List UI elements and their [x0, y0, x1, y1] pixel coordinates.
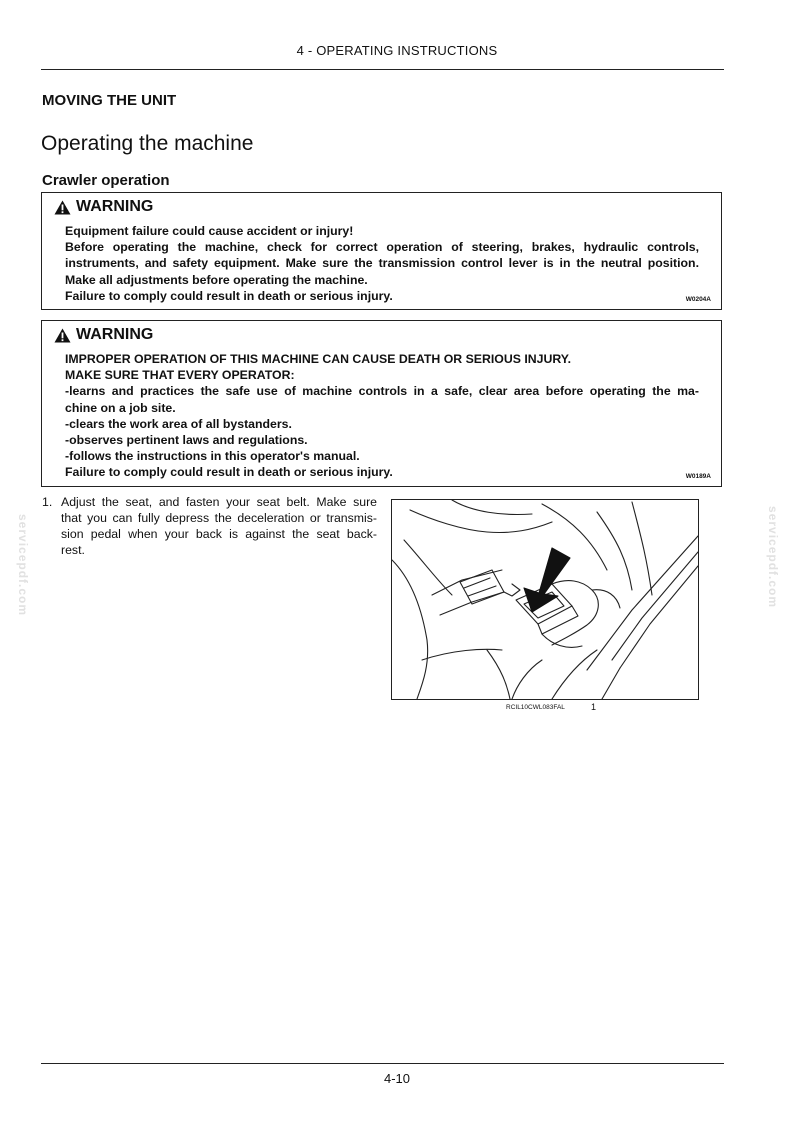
warning-line: MAKE SURE THAT EVERY OPERATOR: — [65, 368, 295, 383]
header-rule — [41, 69, 724, 70]
step-number: 1. — [42, 495, 53, 509]
figure-number: 1 — [591, 702, 597, 712]
watermark-left: servicepdf.com — [16, 514, 30, 617]
warning-line: Make all adjustments before operating the machine. — [65, 272, 368, 287]
chapter-header: 4 - OPERATING INSTRUCTIONS — [296, 43, 498, 58]
step-line: that you can fully depress the deceleration or transmis- — [61, 511, 377, 525]
warning-code: W0204A — [685, 296, 711, 303]
warning-line: -follows the instructions in this operator's manual. — [65, 449, 360, 464]
warning-box-equipment — [41, 192, 722, 310]
warning-text — [65, 223, 699, 304]
watermark-right: servicepdf.com — [766, 506, 780, 609]
section-heading: MOVING THE UNIT — [42, 92, 177, 109]
step-line: sion pedal when your back is against the seat back- — [61, 527, 377, 541]
warning-box-operation — [41, 320, 722, 487]
warning-triangle-icon — [54, 200, 71, 215]
footer-rule — [41, 1063, 724, 1064]
warning-header — [54, 326, 153, 344]
subsection-heading: Crawler operation — [42, 172, 170, 189]
warning-line: -observes pertinent laws and regulations. — [65, 433, 308, 448]
warning-line: instruments, and safety equipment. Make sure the transmission control lever is in the neutral position. — [65, 256, 699, 271]
seat-belt-buckle-drawing — [392, 500, 698, 699]
page-number: 4-10 — [383, 1071, 411, 1086]
figure-caption: RCIL10CWL083FAL — [506, 704, 565, 711]
warning-header — [54, 198, 153, 216]
warning-line: -clears the work area of all bystanders. — [65, 416, 292, 431]
step-line: Adjust the seat, and fasten your seat belt. Make sure — [61, 495, 377, 509]
step-text — [61, 494, 377, 558]
warning-line: Equipment failure could cause accident or injury! — [65, 224, 354, 238]
step-line: rest. — [61, 543, 85, 557]
seat-belt-illustration — [391, 499, 699, 700]
warning-text — [65, 351, 699, 481]
warning-label: WARNING — [76, 326, 154, 343]
warning-triangle-icon — [54, 328, 71, 343]
warning-label: WARNING — [76, 198, 154, 215]
warning-line: Failure to comply could result in death or serious injury. — [65, 288, 393, 303]
warning-line: Before operating the machine, check for correct operation of steering, brakes, hydraulic controls, — [65, 240, 699, 255]
warning-line: chine on a job site. — [65, 400, 176, 415]
warning-line: Failure to comply could result in death or serious injury. — [65, 465, 393, 480]
page-title: Operating the machine — [41, 132, 254, 155]
warning-line: IMPROPER OPERATION OF THIS MACHINE CAN CAUSE DEATH OR SERIOUS INJURY. — [65, 352, 572, 366]
warning-code: W0189A — [685, 473, 711, 480]
warning-line: -learns and practices the safe use of machine controls in a safe, clear area before operating the ma- — [65, 384, 699, 399]
